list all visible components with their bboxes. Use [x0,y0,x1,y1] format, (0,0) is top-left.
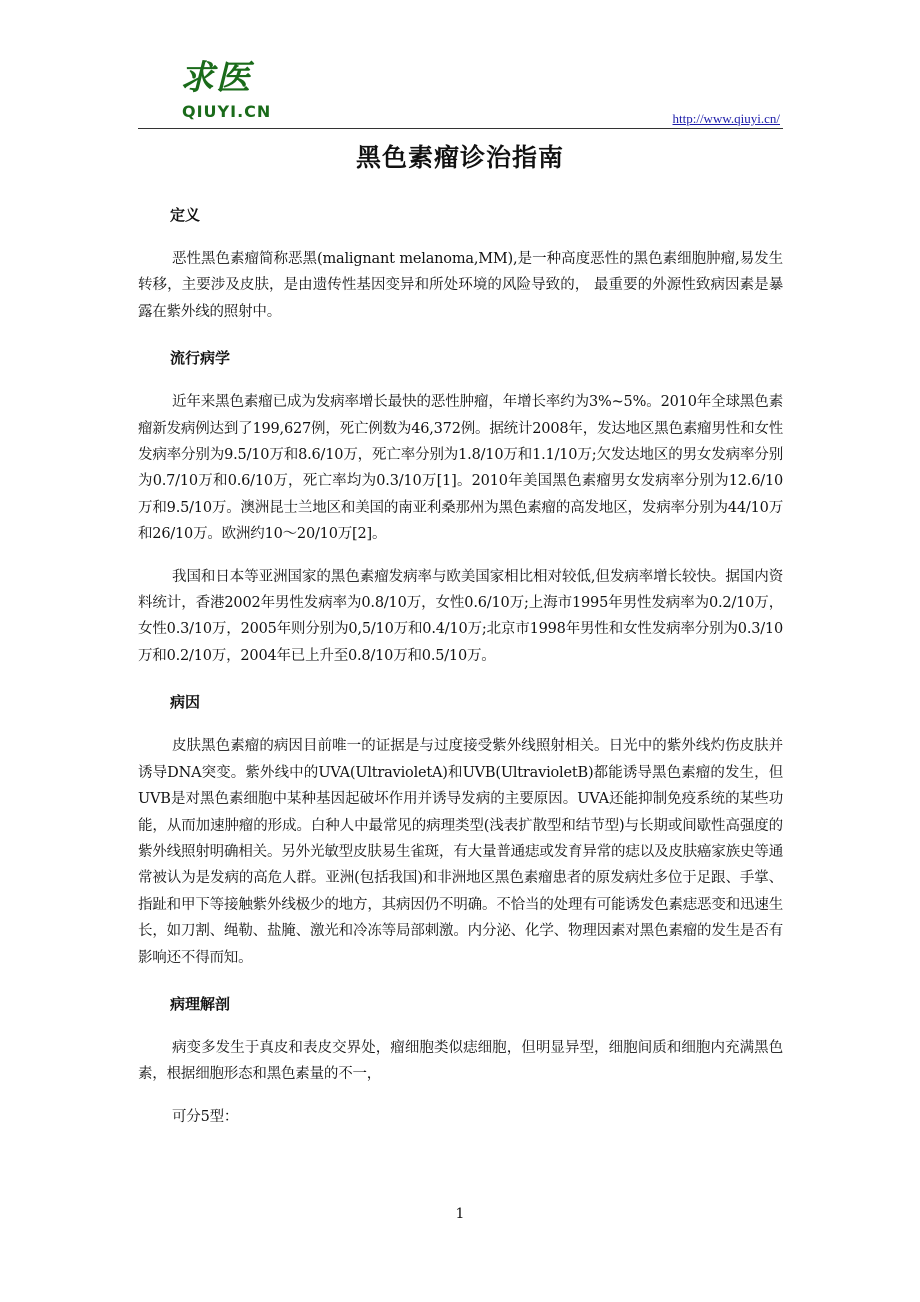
paragraph: 病变多发生于真皮和表皮交界处，瘤细胞类似痣细胞，但明显异型，细胞间质和细胞内充满黑色素，根据细胞形态和黑色素量的不一， [138,1039,783,1083]
page-number: 1 [455,1206,465,1222]
page-header [138,58,783,130]
paragraph: 近年来黑色素瘤已成为发病率增长最快的恶性肿瘤，年增长率约为3%~5%。2010年全球黑色素瘤新发病例达到了199,627例，死亡例数为46,372例。据统计2008年，发达地区黑色素瘤男性和女性发病率分别为9.5/10万和8.6/10万，死亡率分别为1.8/10万和1.1/10万;欠发达地区的男女发病率分别为0.7/10万和0.6/10万，死亡率均为0.3/10万[1]。2010年美国黑色素瘤男女发病率分别为12.6/10万和9.5/10万。澳洲昆士兰地区和美国的南亚利桑那州为黑色素瘤的高发地区，发病率分别为44/10万和26/10万。欧洲约10～20/10万[2]。 [138,394,783,543]
section-heading-epidemiology: 流行病学 [170,349,231,368]
paragraph: 皮肤黑色素瘤的病因目前唯一的证据是与过度接受紫外线照射相关。日光中的紫外线灼伤皮肤并诱导DNA突变。紫外线中的UVA(UltravioletA)和UVB(UltravioletB)都能诱导黑色素瘤的发生，但UVB是对黑色素细胞中某种基因起破坏作用并诱导发病的主要原因。UVA还能抑制免疫系统的某些功能，从而加速肿瘤的形成。白种人中最常见的病理类型(浅表扩散型和结节型)与长期或间歇性高强度的紫外线照射明确相关。另外光敏型皮肤易生雀斑，有大量普通痣或发育异常的痣以及皮肤癌家族史等通常被认为是发病的高危人群。亚洲(包括我国)和非洲地区黑色素瘤患者的原发病灶多位于足跟、手掌、指趾和甲下等接触紫外线极少的地方，其病因仍不明确。不恰当的处理有可能诱发色素痣恶变和迅速生长，如刀割、绳勒、盐腌、激光和冷冻等局部刺激。内分泌、化学、物理因素对黑色素瘤的发生是否有影响还不得而知。 [138,738,783,966]
document-body [138,198,783,1146]
logo-english-text: QIUYI.CN [182,102,272,121]
document-title: 黑色素瘤诊治指南 [355,143,564,172]
site-url-link[interactable]: http://www.qiuyi.cn/ [672,111,780,126]
section-heading-definition: 定义 [170,206,201,224]
paragraph: 恶性黑色素瘤简称恶黑(malignant melanoma,MM),是一种高度恶性的黑色素细胞肿瘤,易发生转移，主要涉及皮肤，是由遗传性基因变异和所处环境的风险导致的， 最重要的外源性致病因素是暴露在紫外线的照射中。 [138,251,783,320]
site-logo[interactable] [180,58,280,128]
section-heading-etiology: 病因 [170,693,201,712]
header-divider [138,128,783,129]
logo-chinese-text: 求医 [180,58,252,98]
paragraph: 我国和日本等亚洲国家的黑色素瘤发病率与欧美国家相比相对较低,但发病率增长较快。据国内资料统计，香港2002年男性发病率为0.8/10万，女性0.6/10万;上海市1995年男性发病率为0.2/10万，女性0.3/10万，2005年则分别为0,5/10万和0.4/10万;北京市1998年男性和女性发病率分别为0.3/10万和0.2/10万，2004年已上升至0.8/10万和0.5/10万。 [138,568,783,664]
paragraph: 可分5型： [172,1108,239,1125]
section-heading-pathology: 病理解剖 [170,994,231,1013]
